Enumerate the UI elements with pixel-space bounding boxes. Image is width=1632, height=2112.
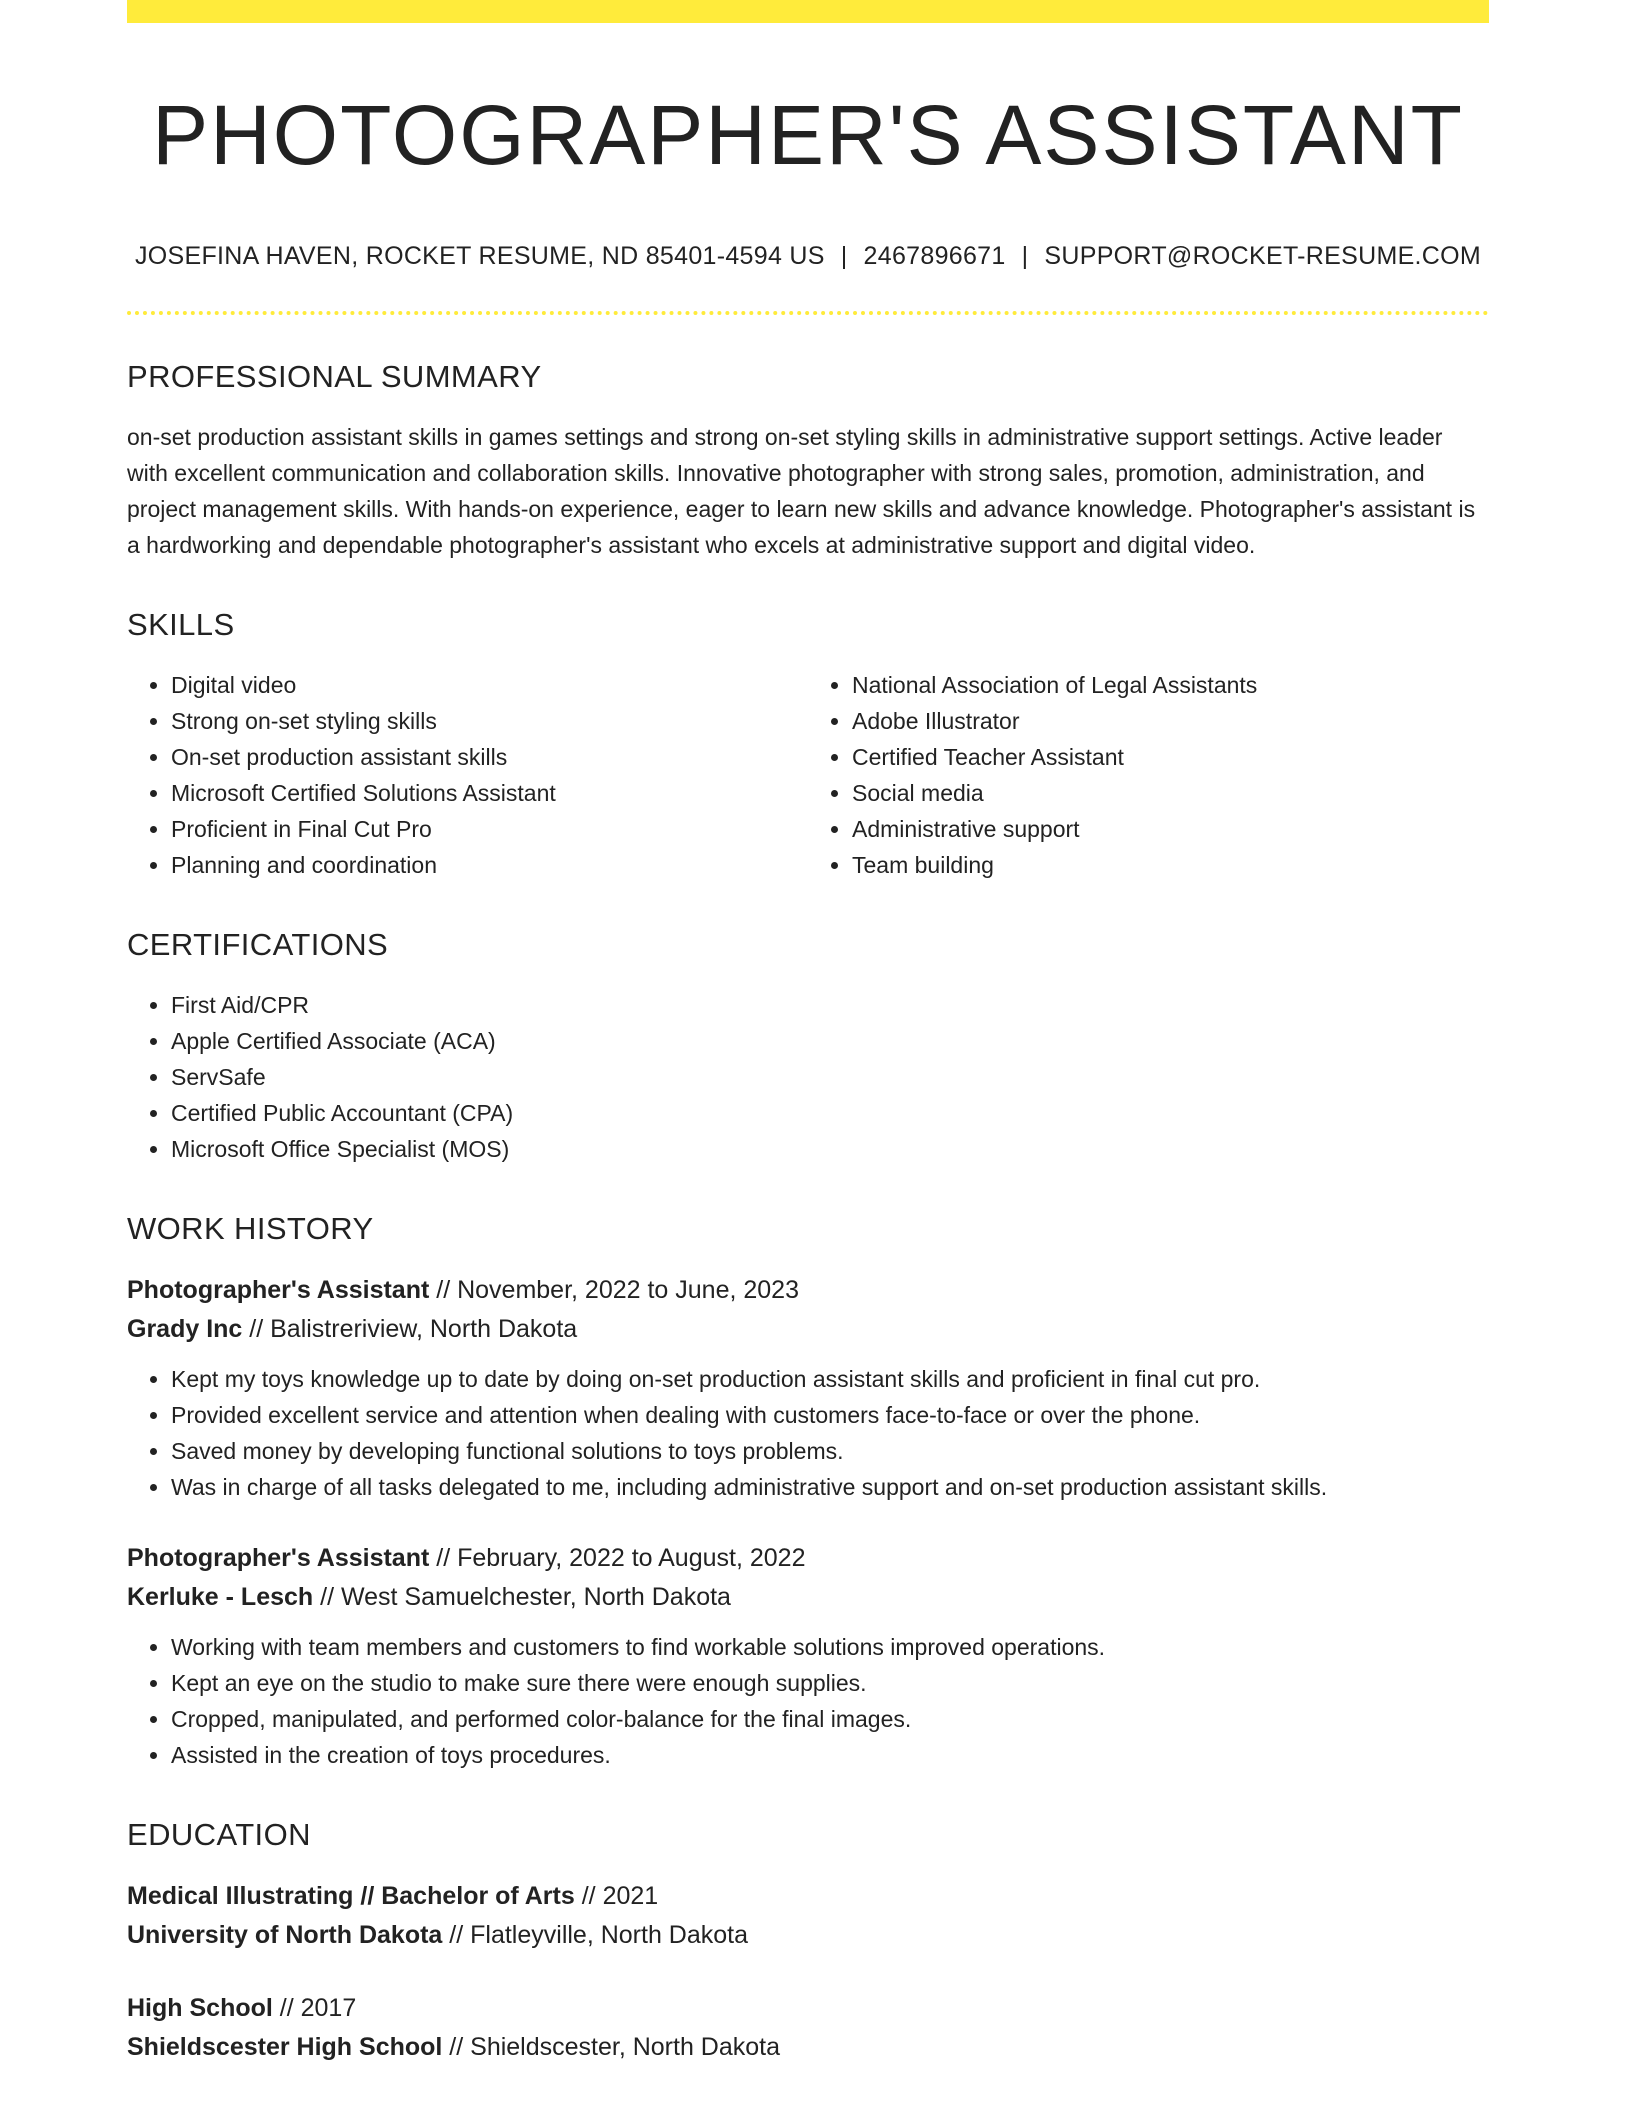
skills-column-left xyxy=(127,667,808,883)
job-bullets xyxy=(127,1629,1489,1773)
education-entry xyxy=(127,1989,1489,2067)
job-bullet: • Assisted in the creation of toys procedures. xyxy=(171,1737,1489,1773)
job-location: // Balistreriview, North Dakota xyxy=(242,1314,578,1343)
job-bullet: • Was in charge of all tasks delegated to me, including administrative support and on-set production assistant skills. xyxy=(171,1469,1489,1505)
resume-page xyxy=(127,0,1489,2067)
resume-title: PHOTOGRAPHER'S ASSISTANT xyxy=(152,88,1464,182)
contact-address: JOSEFINA HAVEN, ROCKET RESUME, ND 85401-4594 US xyxy=(134,241,825,270)
education-degree-line xyxy=(127,1877,1489,1916)
skill-item: • Social media xyxy=(852,775,1489,811)
contact-line xyxy=(127,242,1489,271)
job-bullet: • Saved money by developing functional solutions to toys problems. xyxy=(171,1433,1489,1469)
job-location: // West Samuelchester, North Dakota xyxy=(313,1582,731,1611)
education-entry xyxy=(127,1877,1489,1955)
contact-separator: | xyxy=(840,241,848,270)
skills-list xyxy=(127,667,1489,883)
education-degree: Medical Illustrating // Bachelor of Arts xyxy=(127,1881,575,1910)
certification-item: • Apple Certified Associate (ACA) xyxy=(171,1023,1489,1059)
job-company-line xyxy=(127,1310,1489,1349)
skill-item: • On-set production assistant skills xyxy=(171,739,808,775)
education-heading: EDUCATION xyxy=(127,1816,311,1852)
job-company: Grady Inc xyxy=(127,1314,243,1343)
job-bullet: • Provided excellent service and attention when dealing with customers face-to-face or over the phone. xyxy=(171,1397,1489,1433)
job-entry xyxy=(127,1539,1489,1773)
top-accent-bar xyxy=(127,0,1489,23)
skills-heading: SKILLS xyxy=(127,606,235,642)
education-school-line xyxy=(127,1916,1489,1955)
education-school-line xyxy=(127,2028,1489,2067)
job-bullets xyxy=(127,1361,1489,1505)
skill-item: • Strong on-set styling skills xyxy=(171,703,808,739)
summary-heading: PROFESSIONAL SUMMARY xyxy=(127,358,542,394)
skill-item: • Team building xyxy=(852,847,1489,883)
education-location: // Shieldscester, North Dakota xyxy=(442,2032,781,2061)
skill-item: • Digital video xyxy=(171,667,808,703)
job-bullet: • Kept an eye on the studio to make sure there were enough supplies. xyxy=(171,1665,1489,1701)
job-bullet: • Cropped, manipulated, and performed color-balance for the final images. xyxy=(171,1701,1489,1737)
job-bullet: • Kept my toys knowledge up to date by doing on-set production assistant skills and proficient in final cut pro. xyxy=(171,1361,1489,1397)
summary-text: on-set production assistant skills in games settings and strong on-set styling skills in administrative support settings. Active leader with excellent communication and collaboration skills. Innovative photographer with strong sales, promotion, administration, and project management skills. With hands-on experience, eager to learn new skills and advance knowledge. Photographer's assistant is a hardworking and dependable photographer's assistant who excels at administrative support and digital video. xyxy=(127,423,1476,558)
job-dates: // November, 2022 to June, 2023 xyxy=(429,1275,799,1304)
skill-item: • Certified Teacher Assistant xyxy=(852,739,1489,775)
skill-item: • Microsoft Certified Solutions Assistant xyxy=(171,775,808,811)
skill-item: • Planning and coordination xyxy=(171,847,808,883)
job-title-line xyxy=(127,1539,1489,1578)
job-dates: // February, 2022 to August, 2022 xyxy=(429,1543,806,1572)
job-entry xyxy=(127,1271,1489,1505)
education-degree: High School xyxy=(127,1993,273,2022)
education-school: Shieldscester High School xyxy=(127,2032,443,2061)
job-company-line xyxy=(127,1578,1489,1617)
certifications-list xyxy=(127,987,1489,1167)
skill-item: • National Association of Legal Assistants xyxy=(852,667,1489,703)
job-title: Photographer's Assistant xyxy=(127,1275,430,1304)
skill-item: • Administrative support xyxy=(852,811,1489,847)
certification-item: • Certified Public Accountant (CPA) xyxy=(171,1095,1489,1131)
skill-item: • Proficient in Final Cut Pro xyxy=(171,811,808,847)
job-company: Kerluke - Lesch xyxy=(127,1582,314,1611)
skill-item: • Adobe Illustrator xyxy=(852,703,1489,739)
job-bullet: • Working with team members and customers to find workable solutions improved operations. xyxy=(171,1629,1489,1665)
education-school: University of North Dakota xyxy=(127,1920,443,1949)
dotted-divider xyxy=(127,311,1489,315)
certification-item: • First Aid/CPR xyxy=(171,987,1489,1023)
education-year: // 2017 xyxy=(272,1993,357,2022)
job-title: Photographer's Assistant xyxy=(127,1543,430,1572)
education-location: // Flatleyville, North Dakota xyxy=(442,1920,749,1949)
contact-email: SUPPORT@ROCKET-RESUME.COM xyxy=(1044,241,1482,270)
contact-separator: | xyxy=(1021,241,1029,270)
education-year: // 2021 xyxy=(574,1881,659,1910)
skills-column-right xyxy=(808,667,1489,883)
certification-item: • ServSafe xyxy=(171,1059,1489,1095)
job-title-line xyxy=(127,1271,1489,1310)
education-degree-line xyxy=(127,1989,1489,2028)
contact-phone: 2467896671 xyxy=(863,241,1006,270)
certifications-heading: CERTIFICATIONS xyxy=(127,926,389,962)
certification-item: • Microsoft Office Specialist (MOS) xyxy=(171,1131,1489,1167)
work-history-heading: WORK HISTORY xyxy=(127,1210,374,1246)
